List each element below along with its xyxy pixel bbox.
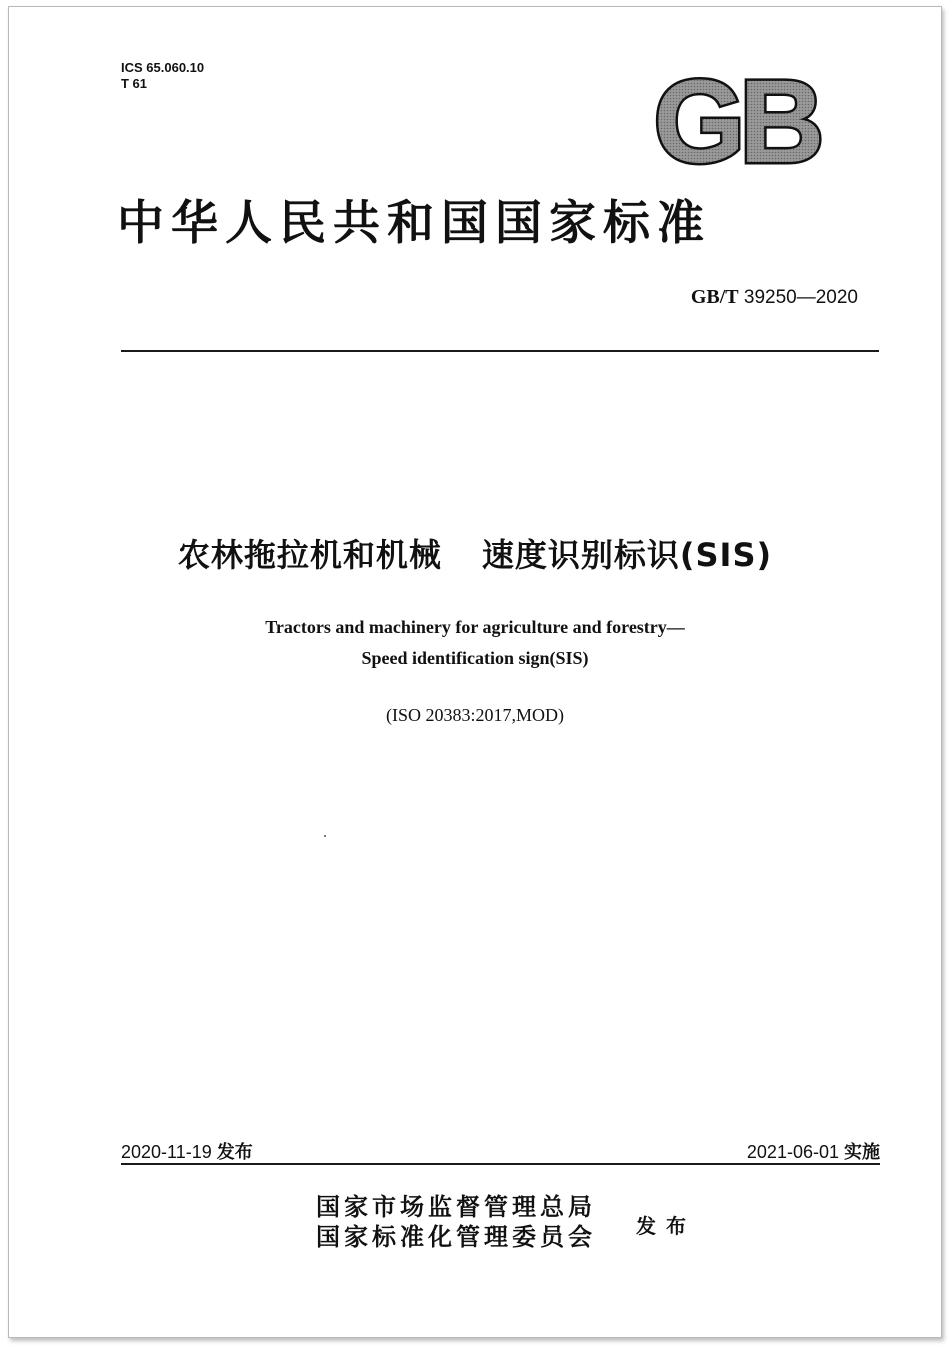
publish-label: 发布 <box>636 1214 696 1238</box>
english-title-line1: Tractors and machinery for agriculture and forestry— <box>265 617 685 637</box>
english-title-line2: Speed identification sign(SIS) <box>361 648 589 668</box>
ccs-code: T 61 <box>121 76 148 91</box>
standard-prefix: GB/T <box>690 286 739 308</box>
issue-date <box>121 1138 253 1164</box>
issue-date-value: 2020-11-19 <box>121 1142 212 1162</box>
issuing-authorities <box>316 1192 596 1252</box>
standard-number <box>691 286 858 309</box>
ics-code: ICS 65.060.10 <box>121 60 205 75</box>
chinese-title-part1: 农林拖拉机和机械 <box>177 536 442 574</box>
iso-reference: (ISO 20383:2017,MOD) <box>386 705 564 725</box>
standard-code: 39250—2020 <box>743 287 858 308</box>
implementation-date-value: 2021-06-01 <box>746 1142 839 1162</box>
chinese-title-part2: 速度识别标识(SIS) <box>481 536 773 574</box>
national-standard-title: 中华人民共和国国家标准 <box>117 196 711 251</box>
scan-speck <box>324 835 326 837</box>
classification-codes <box>121 60 204 92</box>
gb-logo <box>642 70 830 170</box>
issue-date-label: 发布 <box>216 1142 253 1163</box>
implementation-date <box>747 1138 880 1164</box>
chinese-title <box>0 530 950 576</box>
issuer-samr: 国家市场监督管理总局 <box>316 1192 596 1221</box>
english-title <box>0 612 950 674</box>
gb-logo-text: GB <box>653 70 819 170</box>
issuer-sac: 国家标准化管理委员会 <box>316 1222 596 1251</box>
header-divider <box>121 350 879 352</box>
footer-divider <box>121 1163 880 1165</box>
implementation-date-label: 实施 <box>844 1142 880 1163</box>
